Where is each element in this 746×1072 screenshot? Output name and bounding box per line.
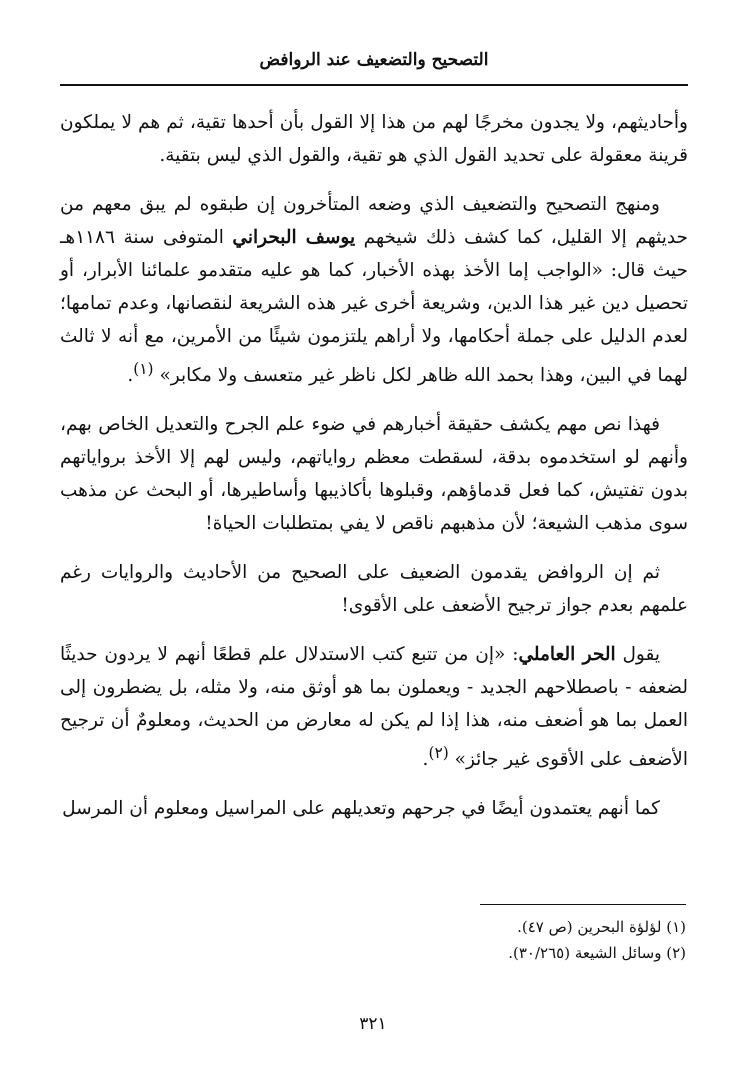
text-run: فهذا نص مهم يكشف حقيقة أخبارهم في ضوء علم الجرح والتعديل الخاص بهم، وأنهم لو استخدموه بدقة، لسقطت معظم رواياتهم، وليس لهم إلا الأخذ برواياتهم بدون تفتيش، كما فعل قدماؤهم، وقبلوها بأكاذيبها وأساطيرها، أو البحث عن مذهب سوى مذهب الشيعة؛ لأن مذهبهم ناقص لا يفي بمتطلبات الحياة!	[60, 414, 688, 535]
text-run: .	[422, 749, 429, 771]
footnote-2: (٢) وسائل الشيعة (٣٠/٢٦٥).	[508, 944, 686, 962]
footnote-ref: (١)	[133, 360, 154, 378]
footnote-1: (١) لؤلؤة البحرين (ص ٤٧).	[517, 918, 686, 936]
text-run: كما أنهم يعتمدون أيضًا في جرحهم وتعديلهم على المراسيل ومعلوم أن المرسل	[62, 798, 660, 820]
bold-name: يوسف البحراني	[232, 227, 356, 248]
paragraph	[60, 792, 688, 825]
paragraph	[60, 106, 688, 172]
paragraph	[60, 408, 688, 540]
bold-name: الحر العاملي	[518, 644, 616, 666]
text-run: المتوفى سنة ١١٨٦هـ حيث قال: «الواجب إما الأخذ بهذه الأخبار، كما هو عليه متقدمو علمائنا الأبرار، أو تحصيل دين غير هذا الدين، وشريعة أخرى غير هذه الشريعة لنقصانها، وعدم تمامها؛ لعدم الدليل على جملة أحكامها، ولا أراهم يلتزمون شيئًا من الأمرين، مع أنه لا ثالث لهما في البين، وهذا بحمد الله ظاهر لكل ناظر غير متعسف ولا مكابر»	[60, 227, 688, 387]
footnote-separator	[480, 904, 686, 905]
paragraph	[60, 188, 688, 392]
paragraph	[60, 638, 688, 776]
running-header: التصحيح والتضعيف عند الروافض	[259, 50, 489, 70]
text-run: ومنهج التصحيح والتضعيف الذي وضعه المتأخرون إن طبقوه لم يبق معهم من حديثهم إلا القليل، كما كشف ذلك شيخهم	[60, 194, 688, 248]
main-text	[60, 106, 688, 841]
page-number: ٣٢١	[359, 1014, 387, 1034]
footnote-ref: (٢)	[428, 744, 449, 763]
header-rule	[60, 84, 688, 86]
text-run: ثم إن الروافض يقدمون الضعيف على الصحيح من الأحاديث والروايات رغم علمهم بعدم جواز ترجيح الأضعف على الأقوى!	[60, 562, 688, 617]
text-run: .	[127, 365, 134, 387]
text-run: يقول	[615, 644, 660, 666]
text-run: : «إن من تتبع كتب الاستدلال علم قطعًا أنهم لا يردون حديثًا لضعفه - باصطلاحهم الجديد - ويعملون بما هو أوثق منه، ولا مثله، بل يضطرون إلى العمل بما هو أضعف منه، هذا إذا لم يكن له معارض من الحديث، ومعلومٌ أن ترجيح الأضعف على الأقوى غير جائز»	[60, 644, 688, 771]
paragraph	[60, 556, 688, 622]
footnotes	[60, 914, 686, 966]
text-run: وأحاديثهم، ولا يجدون مخرجًا لهم من هذا إلا القول بأن أحدها تقية، ثم هم لا يملكون قرينة معقولة على تحديد القول الذي هو تقية، والقول الذي ليس بتقية.	[60, 112, 688, 166]
